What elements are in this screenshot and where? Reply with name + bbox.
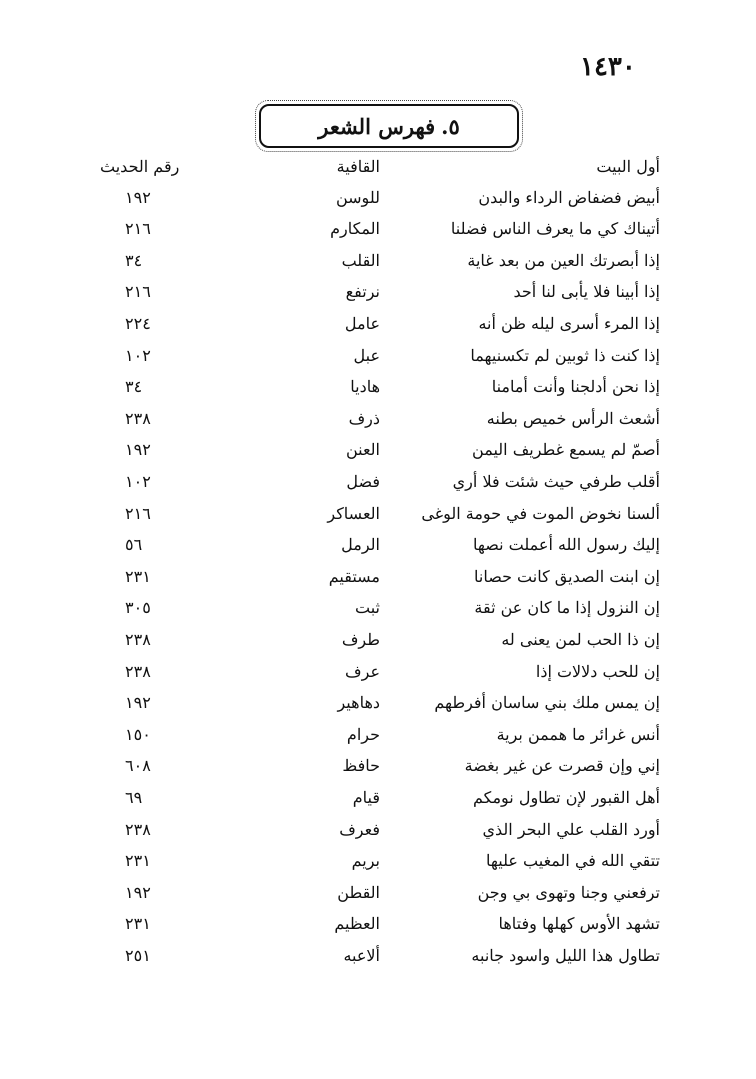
hadith-number-cell: ١٠٢: [125, 471, 151, 491]
verse-cell: أشعث الرأس خميص بطنه: [486, 408, 660, 428]
hadith-number-cell: ٢١٦: [125, 503, 151, 523]
table-row: [100, 276, 660, 308]
verse-cell: أورد القلب علي البحر الذي: [482, 819, 660, 839]
table-row: [100, 687, 660, 719]
hadith-number-cell: ٢١٦: [125, 282, 151, 302]
hadith-number-cell: ٢٣٨: [125, 408, 151, 428]
verse-cell: أهل القبور لإن تطاول نومكم: [472, 787, 660, 807]
table-row: [100, 592, 660, 624]
hadith-number-cell: ٦٠٨: [125, 756, 151, 776]
verse-cell: أنس غرائر ما هممن برية: [496, 724, 660, 744]
rhyme-cell: مستقيم: [328, 566, 380, 586]
verse-cell: إذا أبصرتك العين من بعد غاية: [467, 250, 660, 270]
rhyme-cell: للوسن: [335, 187, 380, 207]
table-row: [100, 213, 660, 245]
hadith-number-cell: ١٩٢: [125, 693, 151, 713]
table-row: [100, 908, 660, 940]
hadith-number-cell: ٢٣١: [125, 851, 151, 871]
verse-cell: إذا أبينا فلا يأبى لنا أحد: [513, 282, 660, 302]
hadith-number-cell: ٦٩: [125, 787, 143, 807]
hadith-number-cell: ٢٣٨: [125, 661, 151, 681]
hadith-number-cell: ٣٠٥: [125, 598, 151, 618]
hadith-number-cell: ٢٣٨: [125, 629, 151, 649]
verse-cell: أتيناك كي ما يعرف الناس فضلنا: [450, 219, 660, 239]
hadith-number-cell: ٢٣١: [125, 566, 151, 586]
table-row: [100, 434, 660, 466]
rhyme-cell: فعرف: [339, 819, 380, 839]
hadith-number-cell: ١٩٢: [125, 187, 151, 207]
rhyme-cell: عرف: [345, 661, 380, 681]
rhyme-cell: نرتفع: [345, 282, 380, 302]
section-number: ٥.: [441, 113, 460, 139]
verse-cell: إليك رسول الله أعملت نصها: [472, 535, 660, 555]
table-row: [100, 845, 660, 877]
verse-cell: إن ابنت الصديق كانت حصانا: [474, 566, 660, 586]
rhyme-cell: القلب: [341, 250, 380, 270]
table-row: [100, 655, 660, 687]
header-rhyme: القافية: [336, 156, 380, 176]
section-title-box: [259, 104, 519, 148]
verse-cell: ألسنا نخوض الموت في حومة الوغى: [421, 503, 660, 523]
table-row: [100, 244, 660, 276]
table-row: [100, 339, 660, 371]
verse-cell: إني وإن قصرت عن غير بغضة: [464, 756, 660, 776]
rhyme-cell: بريم: [351, 851, 380, 871]
table-row: [100, 181, 660, 213]
table-row: [100, 813, 660, 845]
table-row: [100, 402, 660, 434]
rhyme-cell: العساكر: [327, 503, 380, 523]
section-title: فهرس الشعر: [318, 113, 436, 139]
verse-cell: ترفعني وجنا وتهوى بي وجن: [477, 882, 660, 902]
hadith-number-cell: ٣٤: [125, 377, 143, 397]
verse-cell: إن النزول إذا ما كان عن ثقة: [474, 598, 660, 618]
verse-cell: تشهد الأوس كهلها وفتاها: [498, 914, 660, 934]
header-verse: أول البيت: [596, 156, 660, 176]
table-row: [100, 371, 660, 403]
rhyme-cell: ألاعبه: [343, 945, 380, 965]
page-number: ١٤٣٠: [580, 52, 636, 82]
hadith-number-cell: ٢٣٨: [125, 819, 151, 839]
table-header: [100, 150, 660, 182]
rhyme-cell: عبل: [353, 345, 380, 365]
verse-cell: تتقي الله في المغيب عليها: [486, 851, 660, 871]
verse-cell: أبيض فضفاض الرداء والبدن: [478, 187, 660, 207]
verse-cell: إن ذا الحب لمن يعنى له: [501, 629, 660, 649]
table-row: [100, 718, 660, 750]
table-row: [100, 529, 660, 561]
rhyme-cell: العظيم: [334, 914, 380, 934]
rhyme-cell: حرام: [346, 724, 380, 744]
rhyme-cell: حافظ: [342, 756, 380, 776]
verse-cell: إن يمس ملك بني ساسان أفرطهم: [434, 693, 660, 713]
verse-cell: أصمّ لم يسمع غطريف اليمن: [472, 440, 660, 460]
rhyme-cell: قيام: [352, 787, 380, 807]
hadith-number-cell: ٢٣١: [125, 914, 151, 934]
hadith-number-cell: ١٥٠: [125, 724, 151, 744]
rhyme-cell: ثبت: [355, 598, 380, 618]
hadith-number-cell: ١٩٢: [125, 440, 151, 460]
header-hadith: رقم الحديث: [100, 156, 180, 176]
verse-cell: إذا نحن أدلجنا وأنت أمامنا: [491, 377, 660, 397]
verse-cell: تطاول هذا الليل واسود جانبه: [471, 945, 660, 965]
verse-cell: أقلب طرفي حيث شئت فلا أري: [452, 471, 660, 491]
hadith-number-cell: ٣٤: [125, 250, 143, 270]
table-row: [100, 939, 660, 971]
table-row: [100, 623, 660, 655]
verse-cell: إن للحب دلالات إذا: [535, 661, 660, 681]
hadith-number-cell: ٢٥١: [125, 945, 151, 965]
rhyme-cell: المكارم: [330, 219, 380, 239]
rhyme-cell: فضل: [346, 471, 380, 491]
hadith-number-cell: ٢٢٤: [125, 313, 151, 333]
hadith-number-cell: ٥٦: [125, 535, 143, 555]
rhyme-cell: عامل: [344, 313, 380, 333]
table-row: [100, 307, 660, 339]
hadith-number-cell: ١٩٢: [125, 882, 151, 902]
rhyme-cell: العنن: [345, 440, 380, 460]
rhyme-cell: دهاهير: [337, 693, 380, 713]
verse-cell: إذا كنت ذا ثوبين لم تكسنيهما: [470, 345, 660, 365]
rhyme-cell: طرف: [341, 629, 380, 649]
rhyme-cell: ذرف: [348, 408, 380, 428]
verse-cell: إذا المرء أسرى ليله ظن أنه: [478, 313, 660, 333]
table-row: [100, 876, 660, 908]
hadith-number-cell: ١٠٢: [125, 345, 151, 365]
table-row: [100, 560, 660, 592]
table-row: [100, 497, 660, 529]
table-row: [100, 781, 660, 813]
table-row: [100, 750, 660, 782]
hadith-number-cell: ٢١٦: [125, 219, 151, 239]
rhyme-cell: القطن: [337, 882, 380, 902]
rhyme-cell: هاديا: [350, 377, 380, 397]
table-row: [100, 465, 660, 497]
rhyme-cell: الرمل: [341, 535, 380, 555]
